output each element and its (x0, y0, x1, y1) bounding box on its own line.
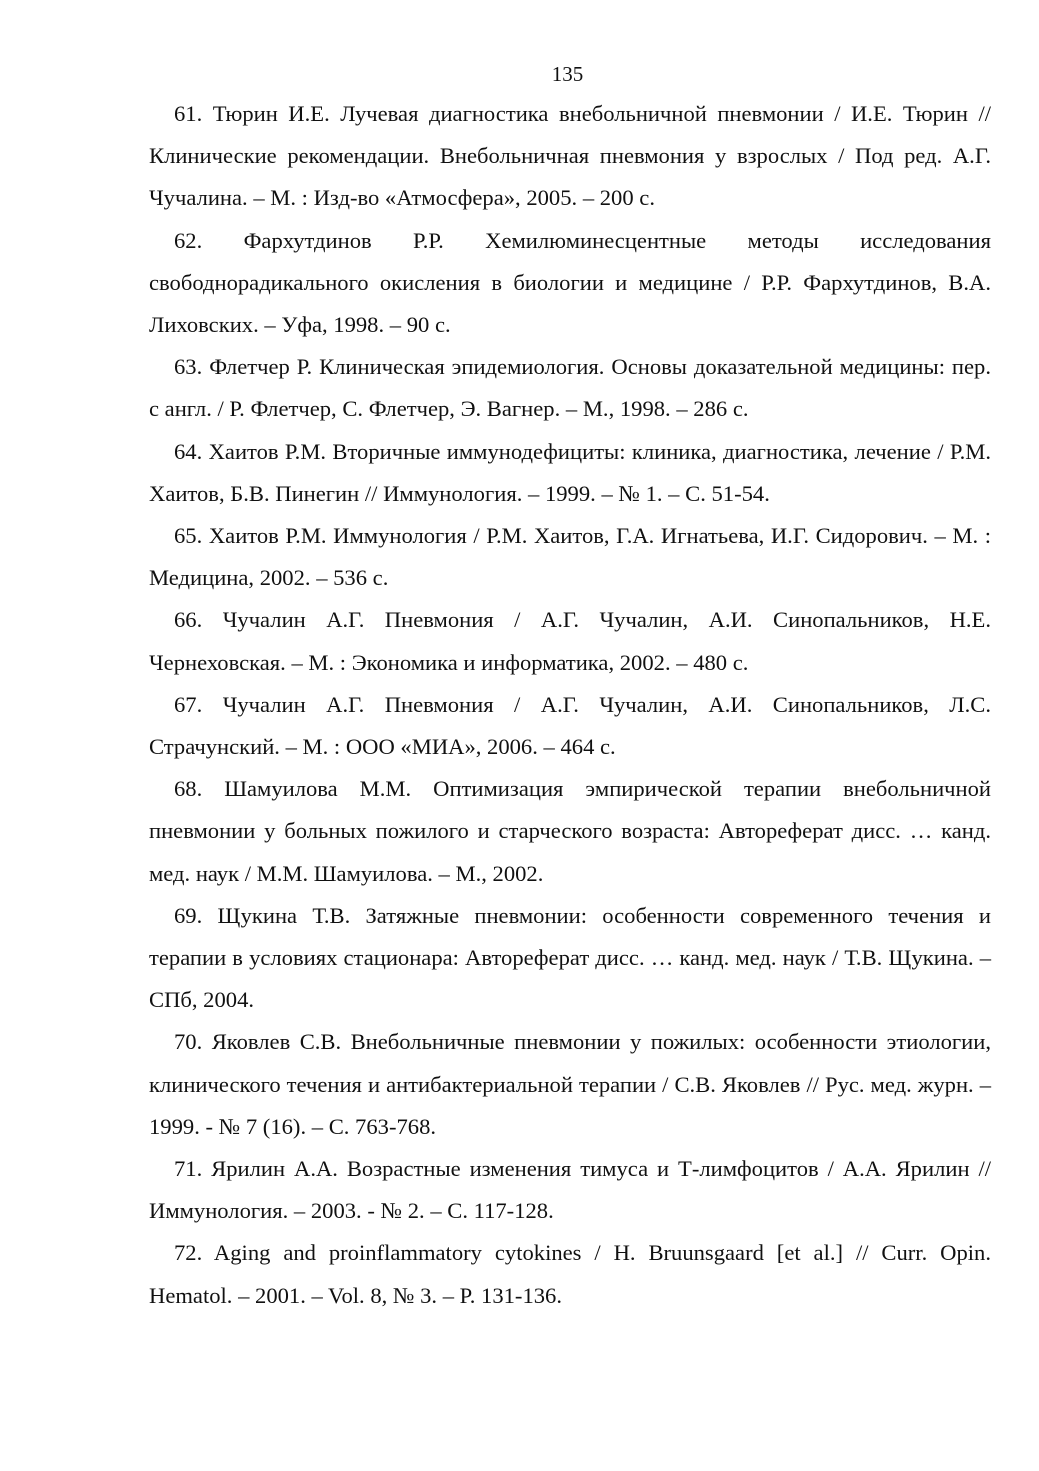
reference-item (149, 768, 991, 895)
reference-number: 71. (174, 1156, 203, 1182)
reference-item (149, 599, 991, 683)
reference-number: 70. (174, 1029, 203, 1055)
reference-item (149, 431, 991, 515)
reference-text: Фархутдинов Р.Р. Хемилюминесцентные методы исследования свободнорадикального окисления в биологии и медицине / Р.Р. Фархутдинов, В.А. Лиховских. – Уфа, 1998. – 90 с. (149, 227, 991, 338)
reference-item (149, 1232, 991, 1316)
reference-item (149, 895, 991, 1022)
reference-text: Шамуилова М.М. Оптимизация эмпирической терапии внебольничной пневмонии у больных пожилого и старческого возраста: Автореферат дисс. … канд. мед. наук / М.М. Шамуилова. – М., 2002. (149, 776, 991, 886)
reference-number: 61. (174, 101, 203, 126)
reference-number: 62. (174, 227, 203, 253)
reference-text: Ярилин А.А. Возрастные изменения тимуса и Т-лимфоцитов / А.А. Ярилин // Иммунология. – 2003. - № 2. – С. 117-128. (149, 1156, 991, 1224)
reference-item (149, 93, 991, 220)
reference-item (149, 684, 991, 768)
reference-text: Щукина Т.В. Затяжные пневмонии: особенности современного течения и терапии в условиях стационара: Автореферат дисс. … канд. мед. наук / Т.В. Щукина. – СПб, 2004. (149, 902, 991, 1013)
reference-number: 72. (174, 1240, 203, 1266)
reference-item (149, 515, 991, 599)
reference-item (149, 1021, 991, 1148)
reference-number: 66. (174, 607, 203, 633)
reference-text: Чучалин А.Г. Пневмония / А.Г. Чучалин, А.И. Синопальников, Л.С. Страчунский. – М. : ООО «МИА», 2006. – 464 с. (149, 691, 991, 760)
reference-number: 68. (174, 776, 203, 802)
reference-text: Тюрин И.Е. Лучевая диагностика внебольничной пневмонии / И.Е. Тюрин // Клинические рекомендации. Внебольничная пневмония у взрослых / Под ред. А.Г. Чучалина. – М. : Изд-во «Атмосфера», 2005. – 200 с. (149, 101, 991, 211)
reference-text: Хаитов Р.М. Вторичные иммунодефициты: клиника, диагностика, лечение / Р.М. Хаитов, Б.В. Пинегин // Иммунология. – 1999. – № 1. – С. 51-54. (149, 438, 991, 506)
reference-number: 69. (174, 902, 203, 928)
reference-item (149, 220, 991, 347)
reference-number: 63. (174, 354, 203, 380)
reference-text: Хаитов Р.М. Иммунология / Р.М. Хаитов, Г.А. Игнатьева, И.Г. Сидорович. – М. : Медицина, 2002. – 536 с. (149, 523, 991, 591)
page-number: 135 (551, 62, 584, 86)
reference-text: Флетчер Р. Клиническая эпидемиология. Основы доказательной медицины: пер. с англ. / Р. Флетчер, С. Флетчер, Э. Вагнер. – М., 1998. – 286 с. (149, 354, 991, 422)
reference-number: 67. (174, 691, 203, 717)
reference-number: 64. (174, 438, 203, 464)
reference-item (149, 346, 991, 430)
reference-list (149, 93, 991, 1317)
reference-text: Aging and proinflammatory cytokines / H. Bruunsgaard [et al.] // Curr. Opin. Hematol. – 2001. – Vol. 8, № 3. – P. 131-136. (149, 1240, 991, 1308)
reference-text: Чучалин А.Г. Пневмония / А.Г. Чучалин, А.И. Синопальников, Н.Е. Чернеховская. – М. : Экономика и информатика, 2002. – 480 с. (149, 607, 991, 675)
reference-number: 65. (174, 523, 203, 549)
reference-item (149, 1148, 991, 1232)
reference-text: Яковлев С.В. Внебольничные пневмонии у пожилых: особенности этиологии, клинического течения и антибактериальной терапии / С.В. Яковлев // Рус. мед. журн. – 1999. - № 7 (16). – С. 763-768. (149, 1029, 991, 1139)
